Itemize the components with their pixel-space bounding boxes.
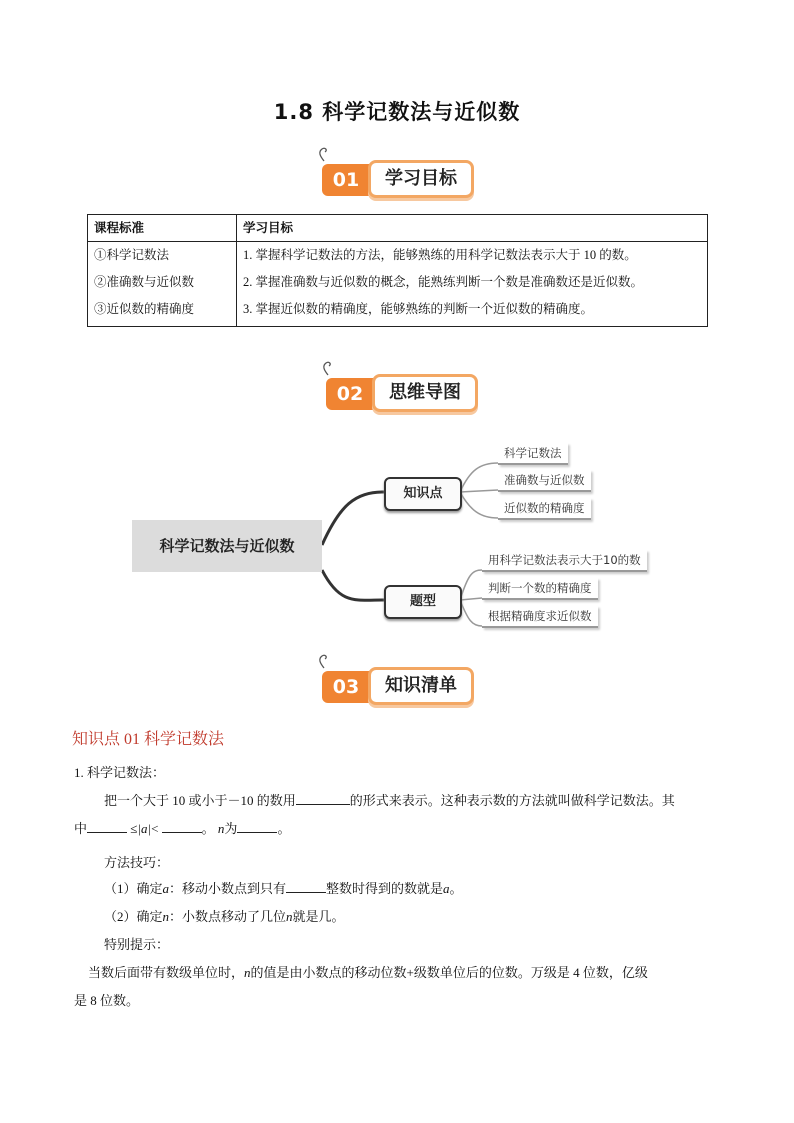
blank-field xyxy=(237,819,277,833)
section-label: 知识清单 xyxy=(368,667,474,705)
method-title: 方法技巧： xyxy=(104,855,170,870)
standard-item: ③近似数的精确度 xyxy=(94,302,195,316)
item-title: 1. 科学记数法： xyxy=(74,765,166,780)
page-title: 1.8 科学记数法与近似数 xyxy=(273,100,521,124)
table-row xyxy=(88,242,708,327)
definition-line-1 xyxy=(104,790,675,809)
variable: a xyxy=(162,881,170,896)
tip-title: 特别提示： xyxy=(104,937,170,952)
variable: n xyxy=(244,965,251,980)
variable: a xyxy=(443,881,450,896)
goal-item: 1. 掌握科学记数法的方法，能够熟练的用科学记数法表示大于 10 的数。 xyxy=(243,248,637,262)
goal-item: 3. 掌握近似数的精确度，能够熟练的判断一个近似数的精确度。 xyxy=(243,302,594,316)
header-goal: 学习目标 xyxy=(237,215,708,242)
text-segment: 就是几。 xyxy=(292,909,345,924)
standards-cell xyxy=(88,242,237,327)
standard-item: ②准确数与近似数 xyxy=(94,275,195,289)
variable: n xyxy=(217,821,225,836)
mindmap-leaf: 科学记数法 xyxy=(498,443,568,465)
text-segment: 为 xyxy=(224,821,238,836)
section-number: 03 xyxy=(322,671,370,703)
mindmap-leaf: 准确数与近似数 xyxy=(498,470,591,492)
goal-item: 2. 掌握准确数与近似数的概念，能熟练判断一个数是准确数还是近似数。 xyxy=(243,275,644,289)
text-segment: 的形式来表示。这种表示数的方法就叫做科学记数法。其 xyxy=(349,793,675,808)
knowledge-heading: 知识点 01 科学记数法 xyxy=(72,731,225,748)
section-number: 02 xyxy=(326,378,374,410)
text-segment: 。 xyxy=(201,821,215,836)
goals-cell xyxy=(237,242,708,327)
blank-field xyxy=(286,879,326,893)
blank-field xyxy=(162,819,202,833)
text-segment: 的值是由小数点的移动位数+级数单位后的位数。万级是 4 位数，亿级 xyxy=(250,965,648,980)
text-segment: （1）确定 xyxy=(104,881,163,896)
mindmap-leaf: 用科学记数法表示大于10的数 xyxy=(482,550,647,572)
tip-line-2: 是 8 位数。 xyxy=(74,993,140,1008)
variable: n xyxy=(162,909,170,924)
blank-field xyxy=(296,791,350,805)
text-segment: 整数时得到的数就是 xyxy=(326,881,444,896)
text-segment: ≤ xyxy=(130,821,138,836)
table-header-row xyxy=(88,215,708,242)
abs-value: |a| xyxy=(137,821,152,836)
section-label: 学习目标 xyxy=(368,160,474,198)
mindmap-leaf: 根据精确度求近似数 xyxy=(482,606,598,628)
text-segment: 中 xyxy=(74,821,88,836)
text-segment: 。 xyxy=(449,881,463,896)
text-segment: （2）确定 xyxy=(104,909,163,924)
text-segment: ：移动小数点到只有 xyxy=(169,881,287,896)
text-segment: 把一个大于 10 或小于－10 的数用 xyxy=(104,793,296,808)
section-number: 01 xyxy=(322,164,370,196)
mindmap-leaf: 判断一个数的精确度 xyxy=(482,578,598,600)
definition-line-2 xyxy=(74,818,290,837)
mindmap-root: 科学记数法与近似数 xyxy=(132,520,322,572)
method-line-2 xyxy=(104,906,345,925)
text-segment: < xyxy=(151,821,159,836)
text-segment: 当数后面带有数级单位时， xyxy=(88,965,245,980)
mindmap-node-knowledge: 知识点 xyxy=(384,477,462,511)
mindmap-node-types: 题型 xyxy=(384,585,462,619)
curl-icon xyxy=(316,653,332,669)
section-label: 思维导图 xyxy=(372,374,478,412)
curl-icon xyxy=(316,146,332,162)
text-segment: ：小数点移动了几位 xyxy=(169,909,287,924)
curl-icon xyxy=(320,360,336,376)
variable: n xyxy=(286,909,293,924)
mindmap-leaf: 近似数的精确度 xyxy=(498,498,591,520)
tip-line-1 xyxy=(88,962,648,981)
header-standard: 课程标准 xyxy=(88,215,237,242)
method-line-1 xyxy=(104,878,463,897)
standard-item: ①科学记数法 xyxy=(94,248,170,262)
objectives-table xyxy=(87,214,708,327)
text-segment: 。 xyxy=(277,821,291,836)
blank-field xyxy=(87,819,127,833)
